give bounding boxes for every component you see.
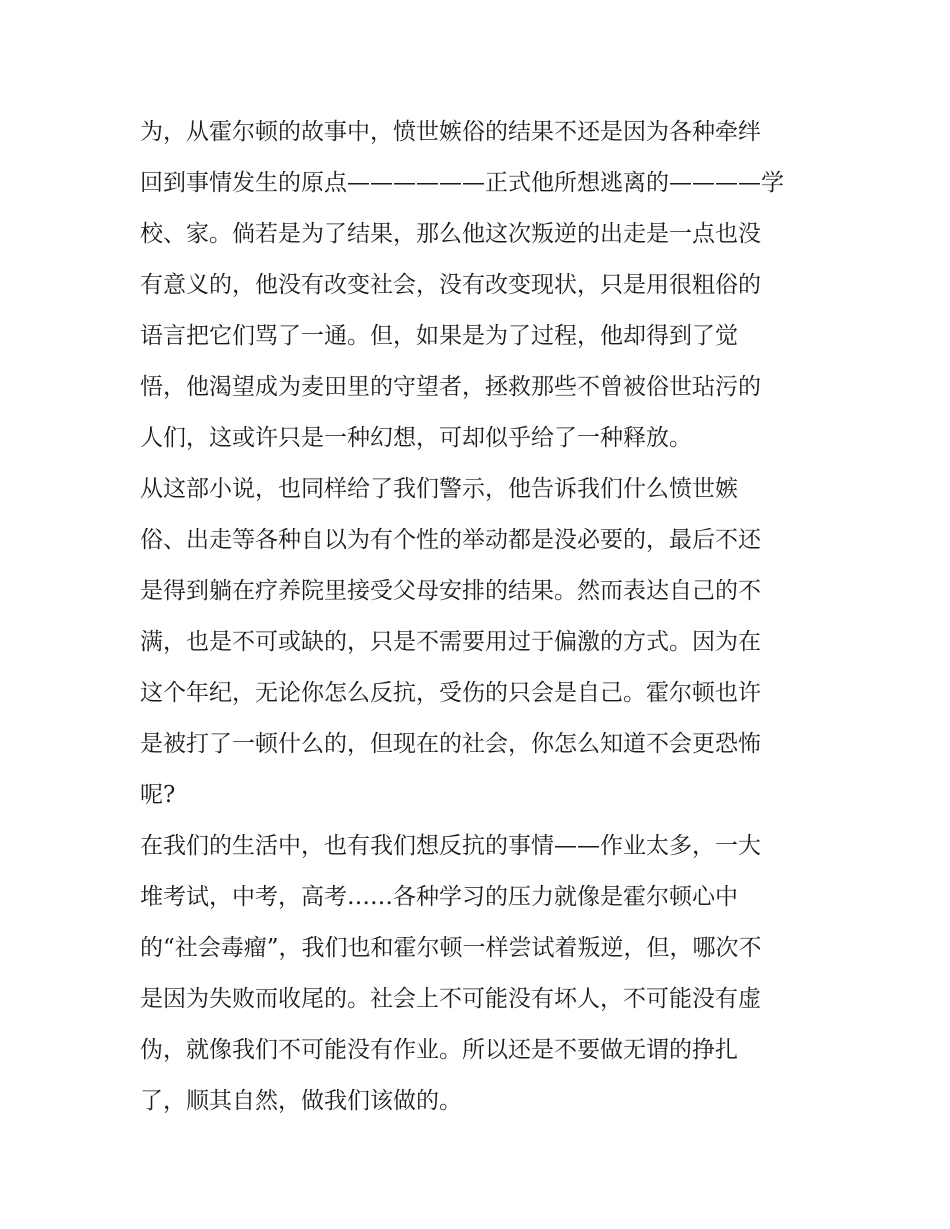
text-line: 这个年纪，无论你怎么反抗，受伤的只会是自己。霍尔顿也许 xyxy=(140,680,761,706)
text-line: 在我们的生活中，也有我们想反抗的事情——作业太多，一大 xyxy=(140,833,761,859)
text-line: 从这部小说，也同样给了我们警示，他告诉我们什么愤世嫉 xyxy=(140,476,738,502)
text-line: 是被打了一顿什么的，但现在的社会，你怎么知道不会更恐怖 xyxy=(140,731,761,757)
text-line: 有意义的，他没有改变社会，没有改变现状，只是用很粗俗的 xyxy=(140,272,761,298)
text-line: 人们，这或许只是一种幻想，可却似乎给了一种释放。 xyxy=(140,425,692,451)
text-line: 伪，就像我们不可能没有作业。所以还是不要做无谓的挣扎 xyxy=(140,1037,738,1063)
text-line: 校、家。倘若是为了结果，那么他这次叛逆的出走是一点也没 xyxy=(140,221,761,247)
text-line: 堆考试，中考，高考……各种学习的压力就像是霍尔顿心中 xyxy=(140,884,738,910)
text-line: 的“社会毒瘤”，我们也和霍尔顿一样尝试着叛逆，但，哪次不 xyxy=(140,935,762,961)
text-line: 语言把它们骂了一通。但，如果是为了过程，他却得到了觉 xyxy=(140,323,738,349)
text-line: 是因为失败而收尾的。社会上不可能没有坏人，不可能没有虚 xyxy=(140,986,761,1012)
text-line: 是得到躺在疗养院里接受父母安排的结果。然而表达自己的不 xyxy=(140,578,761,604)
text-line: 了，顺其自然，做我们该做的。 xyxy=(140,1088,462,1114)
text-line: 俗、出走等各种自以为有个性的举动都是没必要的，最后不还 xyxy=(140,527,761,553)
text-line: 悟，他渴望成为麦田里的守望者，拯救那些不曾被俗世玷污的 xyxy=(140,374,761,400)
text-line: 满，也是不可或缺的，只是不需要用过于偏激的方式。因为在 xyxy=(140,629,761,655)
text-line: 呢? xyxy=(140,782,176,808)
body-text xyxy=(140,107,820,1127)
text-line: 为，从霍尔顿的故事中，愤世嫉俗的结果不还是因为各种牵绊 xyxy=(140,119,761,145)
text-line: 回到事情发生的原点——————正式他所想逃离的————学 xyxy=(140,170,784,196)
